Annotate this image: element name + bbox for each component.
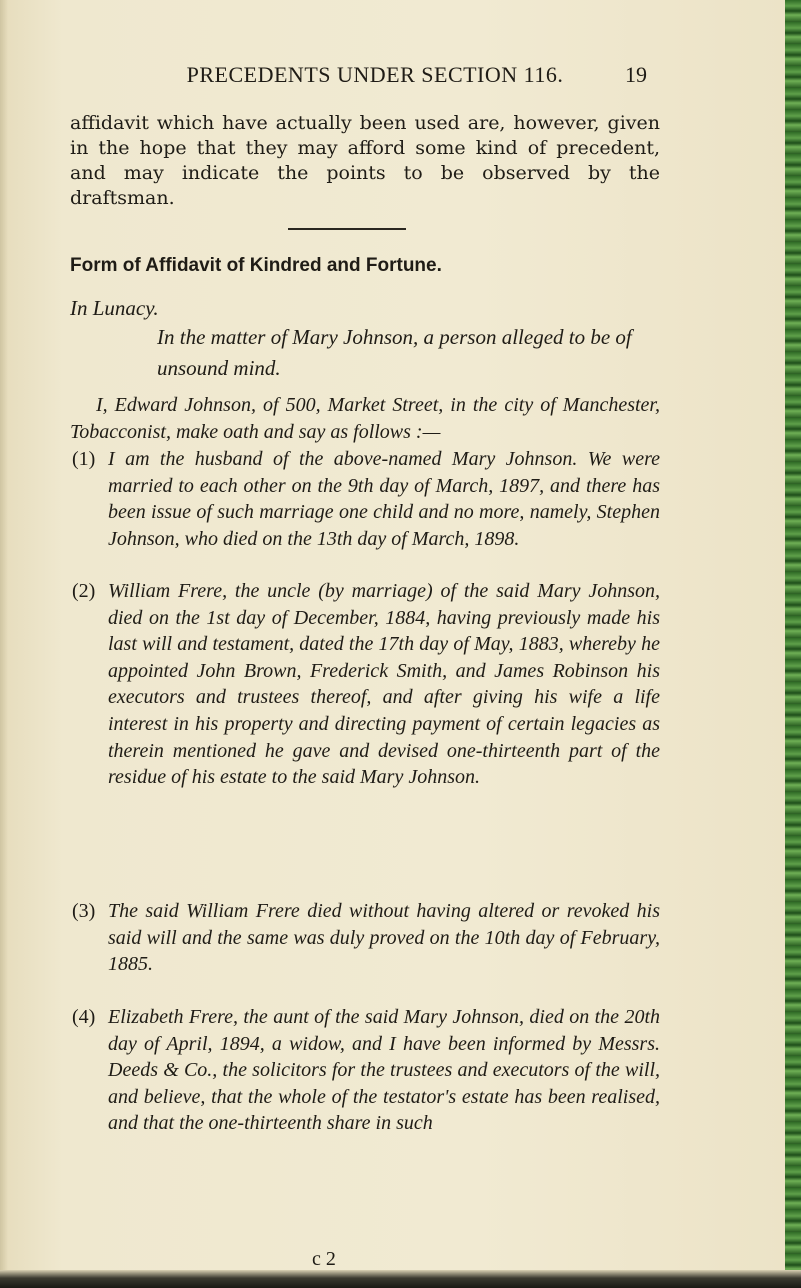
matter-heading: In the matter of Mary Johnson, a person alleged to be of unsound mind. (157, 325, 632, 380)
paragraph-text: I am the husband of the above-named Mary Johnson. We were married to each other on the 9th day of March, 1897, and there has been issue of such marriage one child and no more, namely, Stephen Johnson, who died on the 13th day of March, 1898. (108, 448, 660, 550)
paragraph-4 (72, 1004, 660, 1137)
running-title: PRECEDENTS UNDER SECTION 116. (186, 62, 564, 87)
paragraph-number: (3) (72, 900, 96, 922)
paragraph-3 (72, 898, 660, 978)
cover-edge (785, 0, 801, 1288)
form-title: Form of Affidavit of Kindred and Fortune. (70, 255, 442, 276)
page-number: 19 (625, 62, 647, 87)
paragraph-text: The said William Frere died without having altered or revoked his said will and the same was duly proved on the 10th day of February, 1885. (108, 900, 660, 976)
paragraph-number: (4) (72, 1006, 96, 1028)
page-gutter-shadow (0, 0, 8, 1272)
intro-paragraph: affidavit which have actually been used are, however, given in the hope that they may afford some kind of precedent, and may indicate the points to be observed by the draftsman. (70, 112, 660, 209)
paragraph-2 (72, 578, 660, 791)
paragraph-text: Elizabeth Frere, the aunt of the said Mary Johnson, died on the 20th day of April, 1894, a widow, and I have been informed by Messrs. Deeds & Co., the solicitors for the trustees and executors of the will, and believe, that the whole of the testator's estate has been realised, and that the one-thirteenth share in such (108, 1006, 660, 1135)
paragraph-1 (72, 446, 660, 552)
paragraph-text: William Frere, the uncle (by marriage) of the said Mary Johnson, died on the 1st day of December, 1884, having previously made his last will and testament, dated the 17th day of May, 1883, whereby he appointed John Brown, Frederick Smith, and James Robinson his executors and trustees thereof, and after giving his wife a life interest in his property and directing payment of certain legacies as therein mentioned he gave and devised one-thirteenth part of the residue of his estate to the said Mary Johnson. (108, 580, 660, 789)
paragraph-number: (1) (72, 448, 96, 470)
in-lunacy-heading: In Lunacy. (70, 296, 159, 320)
bottom-edge (0, 1270, 801, 1288)
deponent-statement: I, Edward Johnson, of 500, Market Street, in the city of Manchester, Tobacconist, make oath and say as follows :— (70, 394, 660, 443)
section-divider (288, 228, 406, 230)
signature-mark: c 2 (312, 1248, 336, 1270)
paragraph-number: (2) (72, 580, 96, 602)
